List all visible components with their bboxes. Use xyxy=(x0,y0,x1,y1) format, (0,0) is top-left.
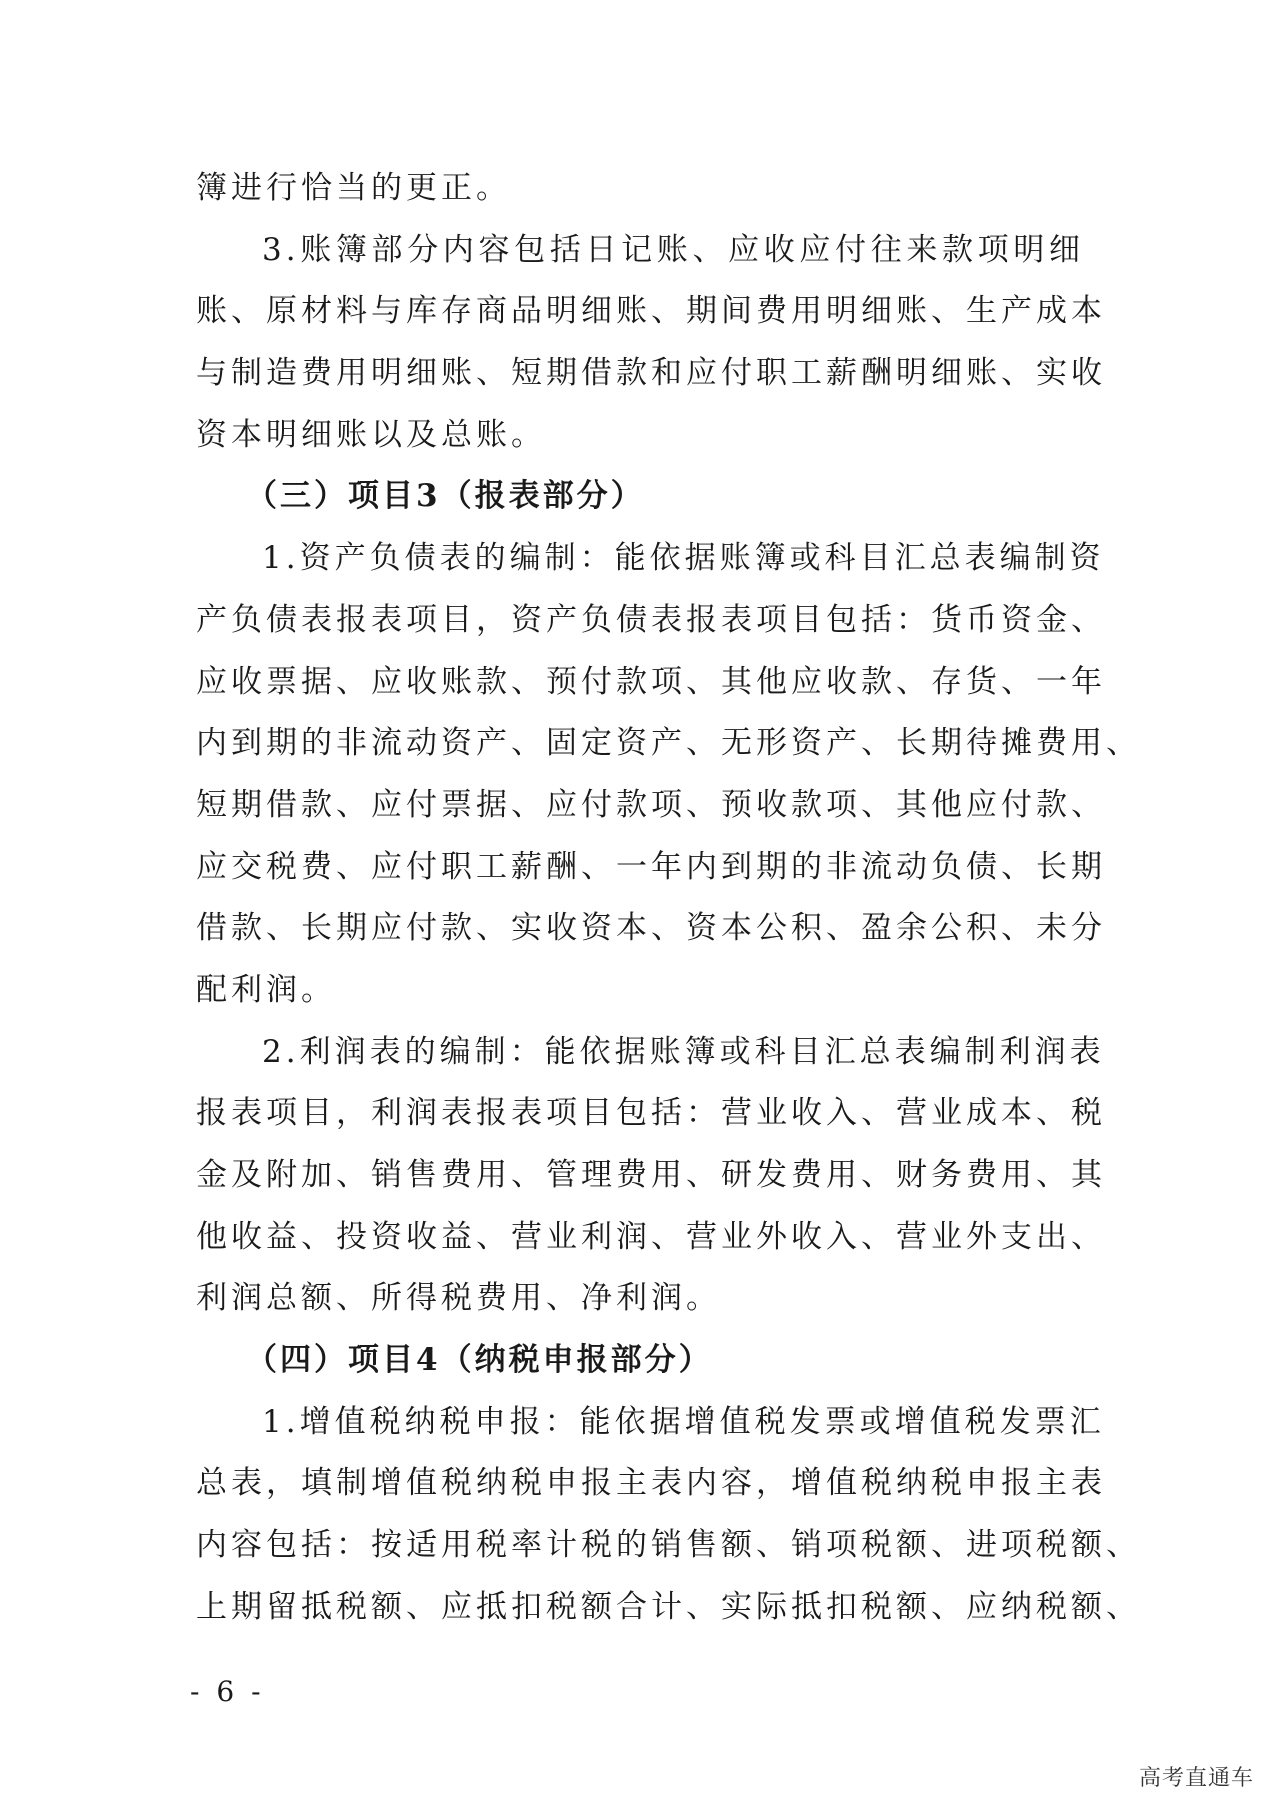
text-line: 总表，填制增值税纳税申报主表内容，增值税纳税申报主表 xyxy=(196,1465,1106,1502)
text-line: 内到期的非流动资产、固定资产、无形资产、长期待摊费用、 xyxy=(196,725,1141,762)
text-line: 1.增值税纳税申报：能依据增值税发票或增值税发票汇 xyxy=(262,1403,1105,1440)
text-line: 账、原材料与库存商品明细账、期间费用明细账、生产成本 xyxy=(196,293,1106,330)
text-line: 报表项目，利润表报表项目包括：营业收入、营业成本、税 xyxy=(196,1095,1106,1132)
text-line: 借款、长期应付款、实收资本、资本公积、盈余公积、未分 xyxy=(196,910,1106,947)
document-body xyxy=(196,158,1141,1639)
text-line: 1.资产负债表的编制：能依据账簿或科目汇总表编制资 xyxy=(262,540,1105,577)
text-line: 利润总额、所得税费用、净利润。 xyxy=(196,1280,721,1317)
text-line: 应收票据、应收账款、预付款项、其他应收款、存货、一年 xyxy=(196,663,1106,700)
watermark-text: 高考直通车 xyxy=(1138,1766,1254,1791)
text-line: 金及附加、销售费用、管理费用、研发费用、财务费用、其 xyxy=(196,1157,1106,1193)
section-heading: （四）项目4（纳税申报部分） xyxy=(246,1342,713,1379)
text-line: 内容包括：按适用税率计税的销售额、销项税额、进项税额、 xyxy=(196,1527,1141,1564)
text-line: 上期留抵税额、应抵扣税额合计、实际抵扣税额、应纳税额、 xyxy=(196,1588,1141,1625)
section-heading: （三）项目3（报表部分） xyxy=(246,478,645,515)
text-line: 簿进行恰当的更正。 xyxy=(196,170,511,206)
text-line: 配利润。 xyxy=(196,971,336,1008)
text-line: 2.利润表的编制：能依据账簿或科目汇总表编制利润表 xyxy=(262,1033,1105,1070)
text-line: 应交税费、应付职工薪酬、一年内到期的非流动负债、长期 xyxy=(196,848,1106,885)
text-line: 他收益、投资收益、营业利润、营业外收入、营业外支出、 xyxy=(196,1218,1106,1255)
page-number: - 6 - xyxy=(190,1675,265,1708)
text-line: 与制造费用明细账、短期借款和应付职工薪酬明细账、实收 xyxy=(196,355,1106,392)
text-line: 产负债表报表项目，资产负债表报表项目包括：货币资金、 xyxy=(196,601,1106,638)
text-line: 短期借款、应付票据、应付款项、预收款项、其他应付款、 xyxy=(196,786,1106,823)
text-line: 3.账簿部分内容包括日记账、应收应付往来款项明细 xyxy=(262,231,1084,268)
text-line: 资本明细账以及总账。 xyxy=(196,416,546,453)
